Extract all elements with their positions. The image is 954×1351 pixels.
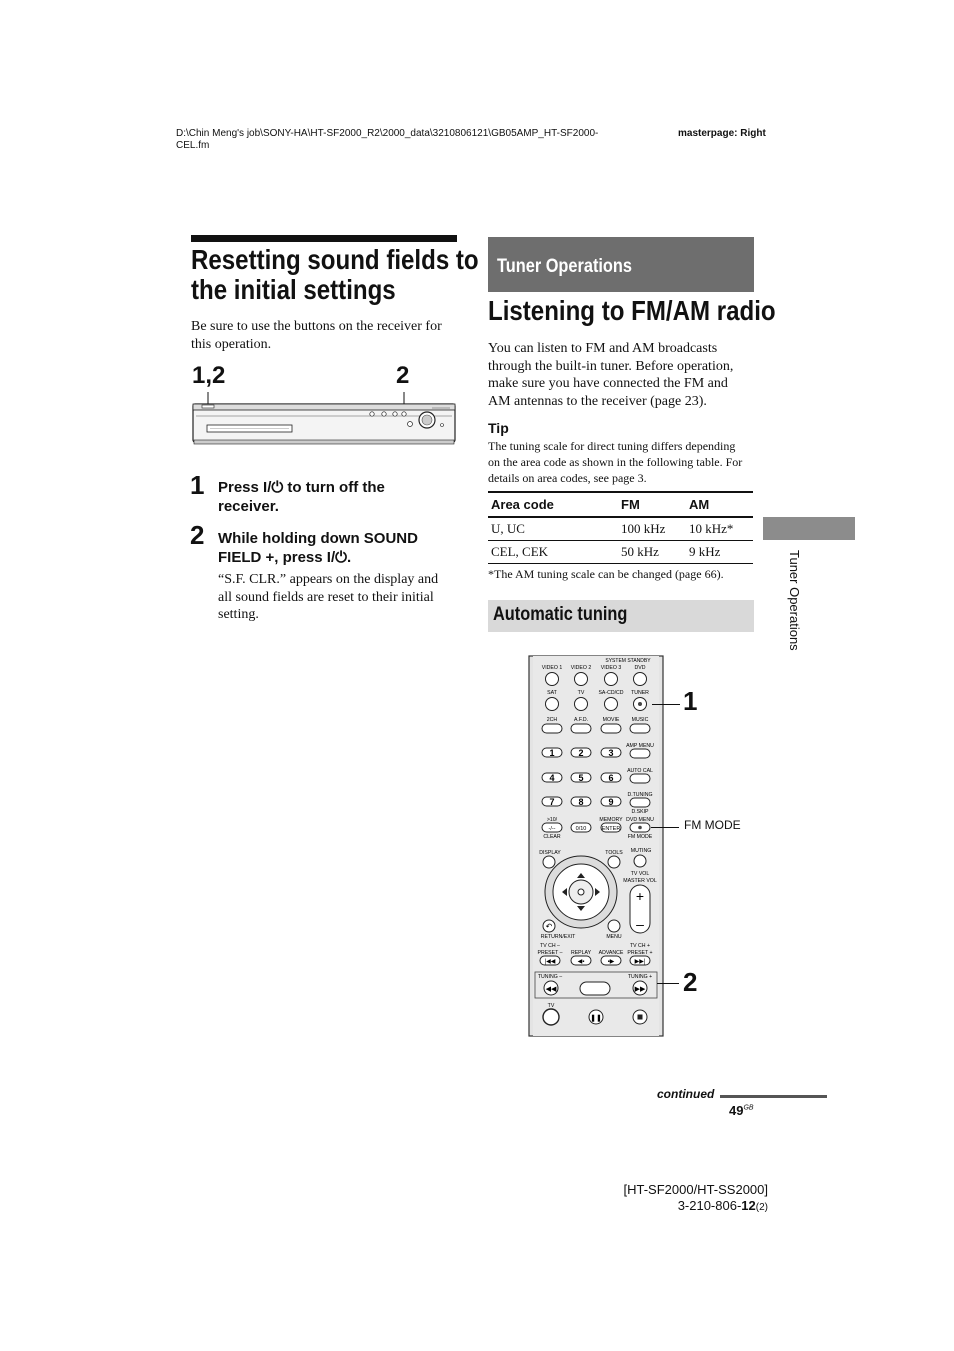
remote-label: MOVIE <box>602 717 620 723</box>
menu-button[interactable] <box>608 920 620 932</box>
step-2-desc-line-3: setting. <box>218 607 259 622</box>
title-line-1: Resetting sound fields to <box>191 244 479 275</box>
callout-line-2 <box>657 983 679 984</box>
muting-button[interactable] <box>634 855 646 867</box>
remote-digit: 9 <box>608 797 614 807</box>
display-button[interactable] <box>543 856 555 868</box>
remote-label: -/-- <box>548 826 556 832</box>
masterpage-label: masterpage: Right <box>678 128 766 139</box>
table-cell: 100 kHz <box>618 517 686 541</box>
sacd-cd-button[interactable] <box>605 698 618 711</box>
remote-label: VIDEO 1 <box>541 665 563 671</box>
table-cell: U, UC <box>488 517 618 541</box>
remote-label: TUNING + <box>627 974 653 980</box>
tv-button[interactable] <box>543 1009 559 1025</box>
remote-control-figure <box>528 655 668 1037</box>
remote-label: PRESET – <box>537 950 563 956</box>
remote-label: SAT <box>547 690 557 696</box>
callout-line-fm <box>651 827 679 828</box>
page-title-left <box>191 245 479 305</box>
remote-label: REPLAY <box>570 950 592 956</box>
step-2-title-line-2: FIELD +, press I/⏻. <box>218 549 352 566</box>
remote-label: CLEAR <box>543 834 561 840</box>
para-line-1: You can listen to FM and AM broadcasts <box>488 341 718 356</box>
video3-button[interactable] <box>605 673 618 686</box>
remote-label: TV <box>577 690 585 696</box>
table-header-fm: FM <box>618 492 686 517</box>
table-footnote: *The AM tuning scale can be changed (page 66). <box>488 567 724 581</box>
remote-label: MUSIC <box>631 717 649 723</box>
model-line-1: [HT-SF2000/HT-SS2000] <box>623 1182 768 1197</box>
replay-icon: ◀▪ <box>577 959 585 965</box>
tools-button[interactable] <box>608 856 620 868</box>
step-2-desc-line-1: “S.F. CLR.” appears on the display and <box>218 572 439 587</box>
remote-label: MENU <box>606 934 622 940</box>
remote-label: PRESET + <box>627 950 653 956</box>
step-2-description <box>218 571 463 624</box>
remote-label: D.TUNING <box>627 792 653 798</box>
title-rule <box>191 235 457 242</box>
fast-forward-icon: ▶▶ <box>634 986 646 993</box>
remote-label: TUNING – <box>537 974 563 980</box>
remote-label: RETURN/EXIT <box>540 934 576 940</box>
remote-label: D.SKIP <box>631 809 649 815</box>
part-number: 3-210-806- <box>677 1198 742 1213</box>
remote-digit: 8 <box>578 797 584 807</box>
remote-label: ENTER <box>601 826 621 832</box>
subsection-title: Automatic tuning <box>493 604 628 625</box>
continued-rule <box>720 1095 827 1098</box>
tuner-dot-icon <box>638 702 642 706</box>
remote-label: TUNER <box>631 690 649 696</box>
table-cell: 10 kHz* <box>686 517 753 541</box>
table-header-am: AM <box>686 492 753 517</box>
model-info <box>560 1182 768 1216</box>
prev-icon: |◀◀ <box>544 959 556 965</box>
step-number-1: 1 <box>190 470 205 500</box>
intro-line-1: Be sure to use the buttons on the receiver for <box>191 319 442 334</box>
callout-line-1 <box>652 704 680 705</box>
table-cell: 9 kHz <box>686 541 753 564</box>
figure-label-2: 2 <box>396 362 410 389</box>
step-1-title-line-2: receiver. <box>218 498 279 515</box>
volume-down-icon: – <box>636 916 644 932</box>
tip-line-3: details on area codes, see page 3. <box>488 471 647 485</box>
page-number-suffix: GB <box>743 1104 754 1112</box>
intro-line-2: this operation. <box>191 336 272 352</box>
side-tab-marker <box>763 517 855 540</box>
file-path <box>176 128 598 152</box>
remote-digit: 3 <box>608 748 614 758</box>
step-2-desc-line-2: all sound fields are reset to their initial <box>218 589 434 605</box>
remote-label: 2CH <box>546 717 558 723</box>
tv-input-button[interactable] <box>575 698 588 711</box>
remote-label: MASTER VOL <box>623 878 657 884</box>
remote-digit: 5 <box>578 773 584 783</box>
remote-label: TV VOL <box>630 871 650 877</box>
receiver-front-panel-figure <box>192 392 456 446</box>
table-row <box>488 517 753 541</box>
figure-label-1-2: 1,2 <box>192 362 226 389</box>
remote-label: VIDEO 2 <box>570 665 592 671</box>
table-header-row <box>488 492 753 517</box>
step-2-title <box>218 529 458 567</box>
remote-label: DVD <box>634 665 646 671</box>
part-number-tail: (2) <box>755 1202 768 1213</box>
callout-fm-mode: FM MODE <box>684 818 741 832</box>
area-code-table <box>488 491 753 564</box>
return-arrow-icon: ↶ <box>545 922 553 931</box>
remote-label: TOOLS <box>605 850 623 856</box>
remote-label: MEMORY <box>599 817 623 823</box>
movie-button[interactable] <box>601 724 621 733</box>
center-shift-button[interactable] <box>580 982 610 995</box>
tip-line-1: The tuning scale for direct tuning differs depending <box>488 439 736 453</box>
remote-label: MUTING <box>630 848 652 854</box>
auto-cal-button[interactable] <box>630 774 650 783</box>
remote-label: SA-CD/CD <box>598 690 624 696</box>
table-cell: CEL, CEK <box>488 541 618 564</box>
rewind-icon: ◀◀ <box>545 986 557 993</box>
2ch-button[interactable] <box>542 724 562 733</box>
volume-up-icon: + <box>635 888 645 904</box>
continued-label: continued <box>657 1087 715 1101</box>
para-line-3: make sure you have connected the FM and <box>488 376 728 391</box>
amp-menu-button[interactable] <box>630 749 650 758</box>
page-title-right: Listening to FM/AM radio <box>488 295 776 326</box>
pause-icon: ❚❚ <box>590 1015 602 1022</box>
file-path-line-2: CEL.fm <box>176 140 210 151</box>
step-number-2: 2 <box>190 520 205 550</box>
afd-button[interactable] <box>571 724 591 733</box>
remote-label: DVD MENU <box>626 817 654 823</box>
title-line-2: the initial settings <box>191 274 396 305</box>
sat-button[interactable] <box>546 698 559 711</box>
intro-text <box>191 318 461 353</box>
next-icon: ▶▶| <box>634 959 646 965</box>
remote-system-standby-label: SYSTEM STANDBY <box>605 658 651 664</box>
table-row <box>488 541 753 564</box>
model-line-2 <box>560 1198 768 1216</box>
remote-digit: 7 <box>549 797 555 807</box>
page-number-value: 49 <box>729 1103 744 1118</box>
remote-label: A.F.D. <box>573 717 589 723</box>
remote-label: AUTO CAL <box>627 768 653 774</box>
remote-label: TV CH + <box>629 943 651 949</box>
fm-mode-dot-icon <box>638 826 642 830</box>
tip-line-2: on the area code as shown in the following table. For <box>488 455 743 469</box>
para-line-4: AM antennas to the receiver (page 23). <box>488 393 707 409</box>
video2-button[interactable] <box>575 673 588 686</box>
step-2-title-line-1: While holding down SOUND <box>218 530 418 547</box>
table-cell: 50 kHz <box>618 541 686 564</box>
file-path-line-1: D:\Chin Meng's job\SONY-HA\HT-SF2000_R2\2000_data\3210806121\GB05AMP_HT-SF2000- <box>176 128 599 139</box>
table-header-area: Area code <box>488 492 618 517</box>
side-tab-label: Tuner Operations <box>787 550 802 651</box>
remote-label: VIDEO 3 <box>600 665 622 671</box>
remote-label: DISPLAY <box>539 850 561 856</box>
d-tuning-button[interactable] <box>630 798 650 807</box>
tip-text <box>488 438 760 486</box>
section-band-label: Tuner Operations <box>497 256 632 277</box>
page-number <box>729 1103 754 1118</box>
music-button[interactable] <box>630 724 650 733</box>
remote-label: AMP MENU <box>626 743 654 749</box>
remote-digit: 1 <box>549 748 555 758</box>
enter-plus-icon <box>578 889 584 895</box>
callout-2: 2 <box>683 967 698 997</box>
remote-label: TV CH – <box>540 943 560 949</box>
stop-icon <box>638 1015 643 1020</box>
remote-label: ADVANCE <box>598 950 624 956</box>
part-number-bold: 12 <box>741 1198 756 1213</box>
remote-label: TV <box>547 1003 555 1009</box>
remote-digit: 2 <box>578 748 584 758</box>
para-line-2: through the built-in tuner. Before operation, <box>488 358 734 374</box>
tip-label: Tip <box>488 420 509 436</box>
dvd-button[interactable] <box>634 673 647 686</box>
remote-label: FM MODE <box>627 834 653 840</box>
remote-digit: 6 <box>608 773 614 783</box>
advance-icon: ▪▶ <box>607 959 615 965</box>
step-1-title-line-1: Press I/⏻ to turn off the <box>218 479 385 496</box>
remote-label: 0/10 <box>575 826 587 832</box>
step-1-title <box>218 478 458 516</box>
remote-digit: 4 <box>549 773 555 783</box>
callout-1: 1 <box>683 686 698 716</box>
fm-am-intro <box>488 340 758 410</box>
remote-label: >10/ <box>546 817 558 823</box>
video1-button[interactable] <box>546 673 559 686</box>
